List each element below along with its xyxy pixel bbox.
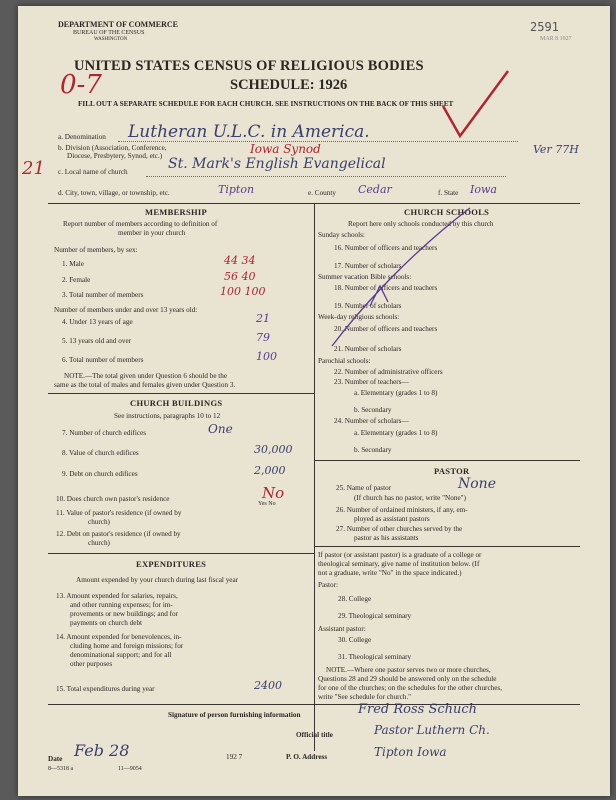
center-divider xyxy=(314,203,315,751)
q12-label-2: church) xyxy=(88,539,110,547)
q12-label: 12. Debt on pastor's residence (if owned by xyxy=(56,530,181,538)
pastor-heading: PASTOR xyxy=(434,466,470,476)
q8-label: 8. Value of church edifices xyxy=(62,449,139,457)
pastor-sub-label: Pastor: xyxy=(318,581,338,589)
q14-line-2: cluding home and foreign missions; for xyxy=(70,642,184,650)
q25-value: None xyxy=(458,476,496,492)
denomination-label: a. Denomination xyxy=(58,133,106,141)
stamp-number: 2591 xyxy=(530,20,559,34)
assistant-sub-label: Assistant pastor: xyxy=(318,625,366,633)
schedule-title: SCHEDULE: 1926 xyxy=(230,77,348,93)
date-label: Date xyxy=(48,755,63,763)
address-value: Tipton Iowa xyxy=(374,745,447,759)
q24b-label: b. Secondary xyxy=(354,446,392,454)
rule-footer xyxy=(48,704,580,705)
county-value: Cedar xyxy=(358,183,392,196)
membership-heading: MEMBERSHIP xyxy=(145,207,208,217)
rule-graduate xyxy=(314,546,580,547)
membership-intro-2: member in your church xyxy=(118,229,186,237)
rule-buildings xyxy=(48,393,314,394)
church-name-label: c. Local name of church xyxy=(58,168,128,176)
q3-label: 3. Total number of members xyxy=(62,291,144,299)
sunday-label: Sunday schools: xyxy=(318,231,365,239)
q24a-label: a. Elementary (grades 1 to 8) xyxy=(354,429,438,437)
q6-label: 6. Total number of members xyxy=(62,356,144,364)
city-label: WASHINGTON xyxy=(94,37,128,42)
q4-label: 4. Under 13 years of age xyxy=(62,318,133,326)
q10-options: Yes No xyxy=(258,501,276,507)
q17-label: 17. Number of scholars xyxy=(334,262,402,270)
church-name-value: St. Mark's English Evangelical xyxy=(168,156,386,172)
q25-note: (If church has no pastor, write "None") xyxy=(354,494,466,502)
q20-label: 20. Number of officers and teachers xyxy=(334,325,438,333)
expenditures-intro: Amount expended by your church during last fiscal year xyxy=(76,576,239,584)
q2-label: 2. Female xyxy=(62,276,91,284)
department-label: DEPARTMENT OF COMMERCE xyxy=(58,20,179,29)
q15-value: 2400 xyxy=(254,679,282,692)
by-sex-label: Number of members, by sex: xyxy=(54,246,138,254)
pastor-note-3: for one of the churches; on the schedules for the other churches, xyxy=(318,684,503,692)
form-number: 8—5318 a xyxy=(48,766,74,772)
weekday-label: Week-day religious schools: xyxy=(318,313,400,321)
division-label: b. Division (Association, Conference, xyxy=(58,144,167,152)
schools-intro: Report here only schools conducted by this church xyxy=(348,220,494,228)
q7-label: 7. Number of church edifices xyxy=(62,429,147,437)
q1-value: 44 34 xyxy=(224,254,256,267)
q11-label-2: church) xyxy=(88,518,110,526)
denomination-value: Lutheran U.L.C. in America. xyxy=(128,122,370,142)
pastor-note-4: write "See schedule for church." xyxy=(318,693,412,701)
membership-note-2: same as the total of males and females given under Question 3. xyxy=(54,381,236,389)
membership-intro-1: Report number of members according to definition of xyxy=(63,220,218,228)
q4-value: 21 xyxy=(256,312,270,325)
received-stamp: MAR 8 1927 xyxy=(540,36,572,42)
date-value: Feb 28 xyxy=(74,741,130,760)
q3-value: 100 100 xyxy=(220,285,266,298)
q14-line-1: 14. Amount expended for benevolences, in- xyxy=(56,633,182,641)
q22-label: 22. Number of administrative officers xyxy=(334,368,443,376)
corner-note: Ver 77H xyxy=(533,143,579,156)
q9-label: 9. Debt on church edifices xyxy=(62,470,138,478)
red-mark-side: 21 xyxy=(22,158,45,179)
form-title: UNITED STATES CENSUS OF RELIGIOUS BODIES xyxy=(74,58,424,74)
official-title-label: Official title xyxy=(296,731,333,739)
bureau-label: BUREAU OF THE CENSUS xyxy=(73,30,145,36)
red-check-mark xyxy=(438,66,518,146)
city-label-field: d. City, town, village, or township, etc. xyxy=(58,189,170,197)
city-value: Tipton xyxy=(218,183,255,196)
q7-value: One xyxy=(208,422,233,436)
q18-label: 18. Number of officers and teachers xyxy=(334,284,438,292)
q10-label: 10. Does church own pastor's residence xyxy=(56,495,170,503)
buildings-heading: CHURCH BUILDINGS xyxy=(130,398,223,408)
pastor-note-1: NOTE.—Where one pastor serves two or more churches, xyxy=(326,666,491,674)
address-label: P. O. Address xyxy=(286,753,328,761)
age-label: Number of members under and over 13 years old: xyxy=(54,306,198,314)
schools-heading: CHURCH SCHOOLS xyxy=(404,207,490,217)
q13-line-2: and other running expenses; for im- xyxy=(70,601,173,609)
q31-label: 31. Theological seminary xyxy=(338,653,412,661)
q27-line-2: pastor as his assistants xyxy=(354,534,419,542)
graduate-note-3: not a graduate, write "No" in the space indicated.) xyxy=(318,569,462,577)
census-form-sheet xyxy=(18,6,610,796)
graduate-note-2: theological seminary, give name of institution below. (If xyxy=(318,560,480,568)
q13-line-4: payments on church debt xyxy=(70,619,143,627)
expenditures-heading: EXPENDITURES xyxy=(136,559,207,569)
rule-pastor xyxy=(314,460,580,461)
county-label: e. County xyxy=(308,189,336,197)
church-name-line xyxy=(146,176,506,177)
graduate-note-1: If pastor (or assistant pastor) is a graduate of a college or xyxy=(318,551,482,559)
q14-line-4: other purposes xyxy=(70,660,113,668)
form-number-2: 11—9054 xyxy=(118,766,142,772)
q25-label: 25. Name of pastor xyxy=(336,484,392,492)
q19-label: 19. Number of scholars xyxy=(334,302,402,310)
official-title-value: Pastor Luthern Ch. xyxy=(374,723,490,737)
q16-label: 16. Number of officers and teachers xyxy=(334,244,438,252)
q13-line-1: 13. Amount expended for salaries, repairs, xyxy=(56,592,178,600)
state-label: f. State xyxy=(438,189,459,197)
q11-label: 11. Value of pastor's residence (if owned by xyxy=(56,509,182,517)
q5-value: 79 xyxy=(256,331,270,344)
q23-label: 23. Number of teachers— xyxy=(334,378,409,386)
pastor-note-2: Questions 28 and 29 should be answered only on the schedule xyxy=(318,675,497,683)
division-label-2: Diocese, Presbytery, Synod, etc.) xyxy=(67,152,163,160)
parochial-label: Parochial schools: xyxy=(318,357,371,365)
q2-value: 56 40 xyxy=(224,270,256,283)
q26-line-1: 26. Number of ordained ministers, if any, em- xyxy=(336,506,468,514)
q15-label: 15. Total expenditures during year xyxy=(56,685,155,693)
signature-label: Signature of person furnishing information xyxy=(168,711,301,719)
q23b-label: b. Secondary xyxy=(354,406,392,414)
signature-value: Fred Ross Schuch xyxy=(358,702,478,717)
instruction-line: FILL OUT A SEPARATE SCHEDULE FOR EACH CHURCH. SEE INSTRUCTIONS ON THE BACK OF THIS SHEET xyxy=(78,100,454,108)
state-value: Iowa xyxy=(470,183,497,196)
q26-line-2: ployed as assistant pastors xyxy=(354,515,430,523)
membership-note-1: NOTE.—The total given under Question 6 should be the xyxy=(64,372,228,380)
division-value: Iowa Synod xyxy=(250,142,321,156)
q1-label: 1. Male xyxy=(62,260,84,268)
q8-value: 30,000 xyxy=(254,443,293,456)
q5-label: 5. 13 years old and over xyxy=(62,337,132,345)
q13-line-3: provements or new buildings; and for xyxy=(70,610,178,618)
q28-label: 28. College xyxy=(338,595,372,603)
q14-line-3: denominational support; and for all xyxy=(70,651,172,659)
buildings-see: See instructions, paragraphs 10 to 12 xyxy=(114,412,221,420)
rule-expenditures xyxy=(48,553,314,554)
q21-label: 21. Number of scholars xyxy=(334,345,402,353)
date-year: 192 7 xyxy=(226,753,243,761)
schools-slash-mark xyxy=(330,206,480,356)
q10-value: No xyxy=(262,484,285,502)
q6-value: 100 xyxy=(256,350,277,363)
q29-label: 29. Theological seminary xyxy=(338,612,412,620)
q30-label: 30. College xyxy=(338,636,372,644)
q9-value: 2,000 xyxy=(254,464,286,477)
q27-line-1: 27. Number of other churches served by the xyxy=(336,525,463,533)
q24-label: 24. Number of scholars— xyxy=(334,417,409,425)
q23a-label: a. Elementary (grades 1 to 8) xyxy=(354,389,438,397)
red-mark-left: 0-7 xyxy=(60,70,102,100)
vacation-label: Summer vacation Bible schools: xyxy=(318,273,412,281)
